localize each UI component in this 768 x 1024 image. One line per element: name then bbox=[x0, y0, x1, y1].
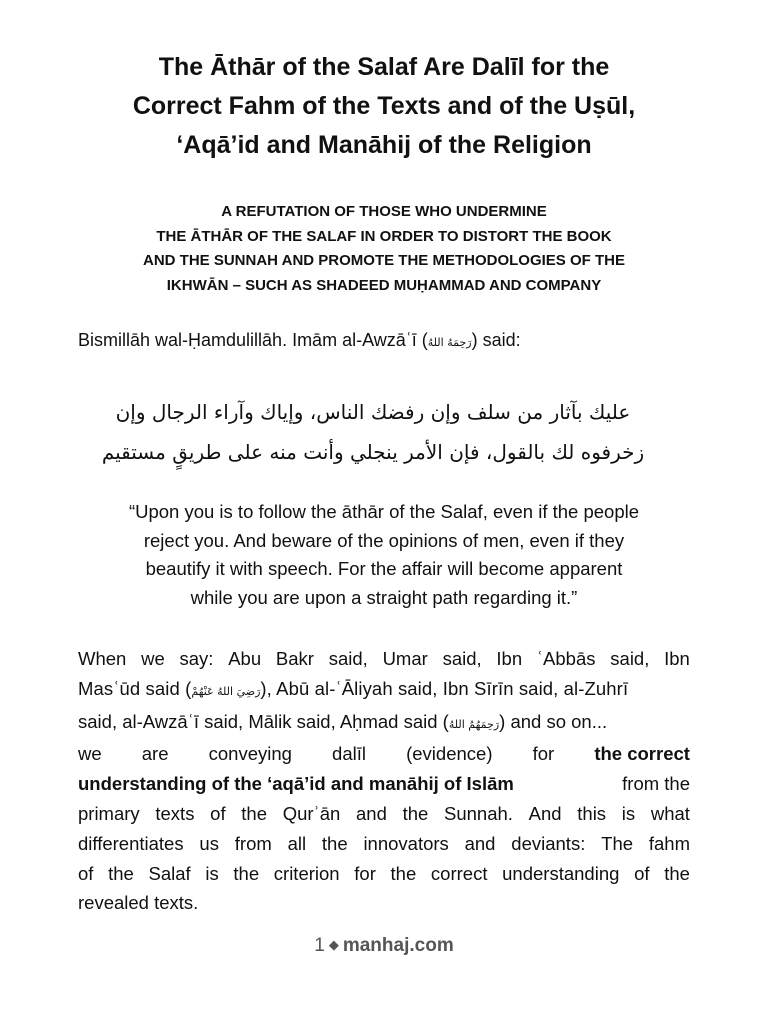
paragraph-word: The bbox=[601, 832, 634, 854]
paragraph-word: of bbox=[210, 802, 226, 824]
paragraph-word: for bbox=[354, 862, 376, 884]
paragraph-word: the correct bbox=[594, 743, 690, 765]
paragraph-word: Abu bbox=[228, 648, 262, 669]
document-subtitle bbox=[40, 200, 728, 298]
paragraph-word: all bbox=[287, 832, 307, 854]
paragraph-word: Bakr bbox=[275, 648, 314, 669]
paragraph-word: the bbox=[390, 862, 417, 884]
paragraph-word: innovators bbox=[363, 832, 449, 854]
paragraph-word: criterion bbox=[273, 862, 340, 884]
paragraph-word: understanding bbox=[502, 862, 620, 884]
paragraph-text-part: ), Abū al-ʿĀliyah said, Ibn Sīrīn said, al-Zuhrī bbox=[260, 677, 629, 699]
paragraph-word: we bbox=[141, 648, 165, 669]
paragraph-word: of bbox=[634, 862, 650, 884]
paragraph-word: this bbox=[577, 802, 607, 824]
subtitle-line: A REFUTATION OF THOSE WHO UNDERMINE bbox=[221, 203, 547, 220]
paragraph-line bbox=[78, 829, 690, 859]
paragraph-word: the bbox=[233, 862, 260, 884]
footer-site-link[interactable]: manhaj.com bbox=[342, 935, 454, 956]
paragraph-line bbox=[78, 674, 690, 707]
english-translation-quote bbox=[60, 498, 708, 612]
intro-text-after: ) said: bbox=[471, 330, 521, 350]
paragraph-word: ʿAbbās bbox=[536, 648, 596, 669]
paragraph-word: deviants: bbox=[511, 832, 586, 854]
paragraph-word: said, bbox=[442, 648, 482, 669]
paragraph-word: understanding of the ‘aqā’id and manāhij of Islām bbox=[78, 773, 514, 795]
quote-line: while you are upon a straight path regarding it.” bbox=[190, 586, 578, 608]
paragraph-word: the bbox=[108, 862, 134, 884]
paragraph-word: for bbox=[532, 743, 555, 765]
paragraph-word: of bbox=[78, 862, 94, 884]
paragraph-line bbox=[78, 799, 690, 829]
paragraph-word: from the bbox=[622, 773, 690, 795]
paragraph-text-part: said, al-Awzāʿī said, Mālik said, Aḥmad said ( bbox=[78, 710, 449, 732]
quote-line: “Upon you is to follow the āthār of the Salaf, even if the people bbox=[128, 501, 640, 522]
paragraph-word: and bbox=[464, 832, 496, 854]
subtitle-line: IKHWĀN – SUCH AS SHADEED MUḤAMMAD AND COMPANY bbox=[166, 276, 602, 294]
paragraph-word: fahm bbox=[648, 832, 690, 854]
paragraph-line bbox=[78, 739, 690, 769]
paragraph-word: differentiates bbox=[78, 832, 184, 854]
paragraph-text-part: ) and so on... bbox=[499, 710, 608, 732]
paragraph-word: is bbox=[621, 802, 636, 824]
body-paragraph bbox=[78, 644, 690, 918]
paragraph-word: Ibn bbox=[496, 648, 523, 669]
document-title bbox=[40, 48, 728, 165]
honorific-glyph: رَحِمَهُمُ اللهُ bbox=[448, 717, 500, 731]
arabic-line: عليك بآثار من سلف وإن رفضك الناس، وإياك وآراء الرجال وإن bbox=[115, 400, 631, 424]
paragraph-word: is bbox=[205, 862, 219, 884]
title-line: ‘Aqā’id and Manāhij of the Religion bbox=[176, 131, 592, 159]
paragraph-word: conveying bbox=[208, 743, 292, 765]
paragraph-text: revealed texts. bbox=[78, 892, 199, 914]
arabic-quote bbox=[80, 392, 666, 472]
page-number: 1 bbox=[314, 935, 325, 956]
paragraph-line bbox=[78, 707, 690, 740]
intro-line bbox=[78, 326, 690, 357]
paragraph-word: Salaf bbox=[148, 862, 191, 884]
paragraph-word: are bbox=[141, 743, 169, 765]
paragraph-word: said, bbox=[610, 648, 650, 669]
title-line: Correct Fahm of the Texts and of the Uṣūl, bbox=[132, 92, 636, 120]
quote-line: reject you. And beware of the opinions of men, even if they bbox=[143, 529, 625, 551]
paragraph-word: And bbox=[528, 802, 562, 824]
quote-line: beautify it with speech. For the affair will become apparent bbox=[145, 558, 623, 580]
paragraph-line bbox=[78, 769, 690, 799]
paragraph-word: correct bbox=[430, 862, 488, 884]
paragraph-word: Qurʾān bbox=[282, 802, 341, 824]
paragraph-word: Ibn bbox=[664, 648, 690, 669]
subtitle-line: AND THE SUNNAH AND PROMOTE THE METHODOLOGIES OF THE bbox=[143, 252, 625, 269]
paragraph-word: texts bbox=[155, 802, 195, 824]
paragraph-word: (evidence) bbox=[406, 743, 493, 765]
paragraph-word: and bbox=[356, 802, 387, 824]
paragraph-word: Umar bbox=[382, 648, 428, 669]
paragraph-word: the bbox=[402, 802, 429, 824]
title-line: The Āthār of the Salaf Are Dalīl for the bbox=[158, 53, 610, 81]
paragraph-word: we bbox=[78, 743, 102, 765]
arabic-line: زخرفوه لك بالقول، فإن الأمر ينجلي وأنت منه على طريقٍ مستقيم bbox=[101, 440, 645, 464]
paragraph-word: Sunnah. bbox=[444, 802, 513, 824]
paragraph-line bbox=[78, 859, 690, 889]
paragraph-word: said, bbox=[328, 648, 368, 669]
paragraph-word: primary bbox=[78, 802, 140, 824]
paragraph-word: say: bbox=[179, 648, 214, 669]
paragraph-word: what bbox=[650, 802, 690, 824]
honorific-glyph: رَحِمَهُ اللهُ bbox=[427, 336, 472, 349]
paragraph-word: When bbox=[78, 648, 127, 669]
paragraph-line bbox=[78, 888, 690, 918]
paragraph-word: the bbox=[664, 862, 690, 884]
paragraph-line bbox=[78, 644, 690, 674]
diamond-icon: ◆ bbox=[328, 937, 339, 952]
paragraph-word: dalīl bbox=[332, 743, 366, 765]
paragraph-text bbox=[78, 707, 607, 740]
subtitle-line: THE ĀTHĀR OF THE SALAF IN ORDER TO DISTORT THE BOOK bbox=[156, 227, 612, 245]
paragraph-word: from bbox=[234, 832, 272, 854]
paragraph-text-part: Masʿūd said ( bbox=[78, 677, 192, 699]
honorific-glyph: رَضِيَ اللهُ عَنْهُمْ bbox=[191, 684, 261, 698]
paragraph-word: the bbox=[241, 802, 268, 824]
paragraph-text bbox=[78, 674, 628, 707]
page-footer bbox=[0, 932, 768, 961]
paragraph-word: the bbox=[321, 832, 348, 854]
paragraph-word: us bbox=[199, 832, 219, 854]
intro-text-before: Bismillāh wal-Ḥamdulillāh. Imām al-Awzāʿī ( bbox=[78, 330, 428, 350]
